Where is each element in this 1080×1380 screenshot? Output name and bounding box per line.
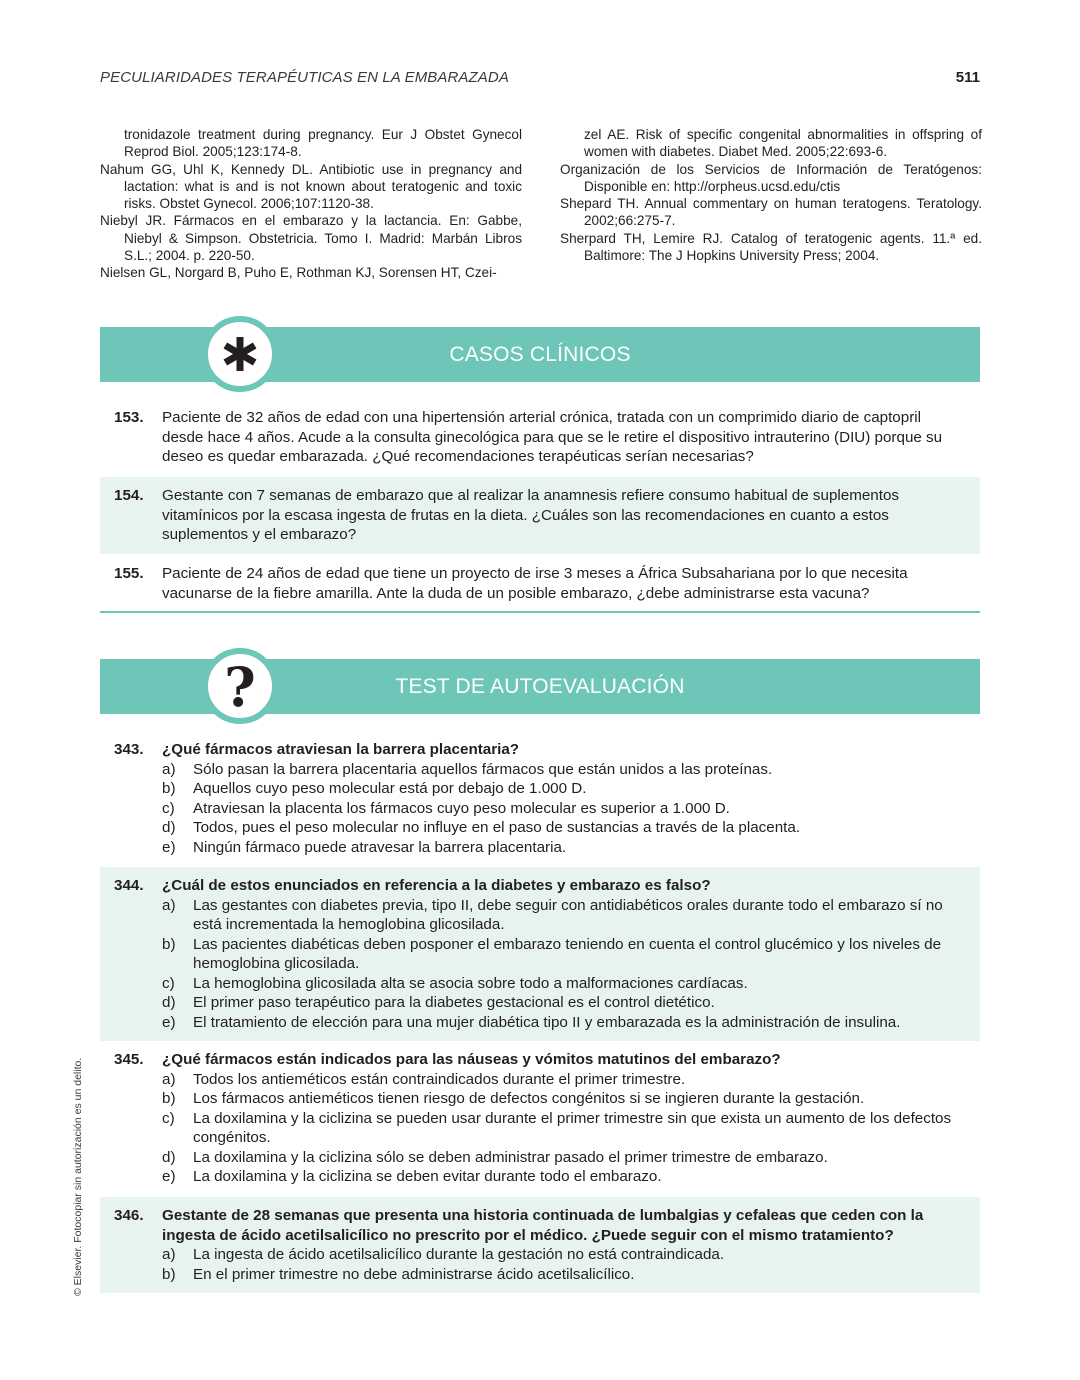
answer-option [162, 818, 966, 838]
case-number: 155. [114, 565, 144, 582]
answer-option [162, 1013, 966, 1033]
case-text: Paciente de 24 años de edad que tiene un proyecto de irse 3 meses a África Subsahariana por lo que necesita vacunarse de la fiebre amarilla. Ante la duda de un posible embarazo, ¿debe administrarse esta vacuna? [162, 565, 908, 602]
references-left-column [100, 126, 522, 282]
answer-option [162, 1109, 966, 1148]
references-right-column [560, 126, 982, 264]
section-divider [100, 611, 980, 613]
option-text: La hemoglobina glicosilada alta se asocia sobre todo a malformaciones cardíacas. [193, 974, 748, 992]
option-text: La doxilamina y la ciclizina sólo se deben administrar pasado el primer trimestre de embarazo. [193, 1148, 828, 1166]
answer-option [162, 1265, 966, 1285]
reference-item: Nielsen GL, Norgard B, Puho E, Rothman KJ, Sorensen HT, Czei- [100, 265, 497, 281]
question-text: ¿Qué fármacos están indicados para las náuseas y vómitos matutinos del embarazo? [162, 1051, 781, 1068]
option-letter: b) [162, 935, 176, 953]
question-number: 346. [114, 1207, 144, 1224]
case-text: Paciente de 32 años de edad con una hipertensión arterial crónica, tratada con un comprimido diario de captopril desde hace 4 años. Acude a la consulta ginecológica para que se le retire el dispositivo intrauterino (DIU) porque su deseo es quedar embarazada. ¿Qué recomendaciones terapéuticas serían necesarias? [162, 409, 943, 465]
option-letter: a) [162, 1070, 176, 1088]
option-letter: c) [162, 799, 175, 817]
option-text: El tratamiento de elección para una mujer diabética tipo II y embarazada es la administración de insulina. [193, 1013, 901, 1031]
answer-option [162, 1070, 966, 1090]
option-text: Las gestantes con diabetes previa, tipo II, debe seguir con antidiabéticos orales durante todo el embarazo sí no está incrementada la hemoglobina glicosilada. [193, 896, 943, 933]
option-letter: b) [162, 780, 176, 797]
reference-item: zel AE. Risk of specific congenital abnormalities in offspring of women with diabetes. Diabet Med. 2005;22:693-6. [584, 127, 982, 160]
reference-item: Nahum GG, Uhl K, Kennedy DL. Antibiotic use in pregnancy and lactation: what is and is not known about teratogenic and toxic risks. Obstet Gynecol. 2006;107:1120-38. [100, 161, 522, 212]
case-155 [100, 564, 980, 603]
reference-item: Organización de los Servicios de Información de Teratógenos: Disponible en: http://orpheus.ucsd.edu/ctis [560, 161, 982, 194]
question-text: ¿Qué fármacos atraviesan la barrera placentaria? [162, 741, 520, 758]
option-text: Sólo pasan la barrera placentaria aquellos fármacos que están unidos a las proteínas. [193, 760, 773, 778]
casos-clinicos-title: CASOS CLÍNICOS [449, 343, 631, 366]
answer-option [162, 1167, 966, 1187]
answer-option [162, 799, 966, 819]
option-letter: c) [162, 1109, 175, 1127]
question-number: 343. [114, 741, 144, 758]
answer-option [162, 838, 966, 858]
option-text: La doxilamina y la ciclizina se pueden usar durante el primer trimestre sin que exista un aumento de los defectos congénitos. [193, 1109, 952, 1146]
option-text: Atraviesan la placenta los fármacos cuyo peso molecular es superior a 1.000 D. [193, 799, 730, 817]
option-letter: e) [162, 1013, 176, 1031]
option-letter: a) [162, 760, 176, 778]
answer-option [162, 993, 966, 1013]
asterisk-icon [202, 316, 278, 392]
answer-option [162, 1245, 966, 1265]
question-343 [100, 740, 980, 857]
option-letter: d) [162, 1148, 176, 1166]
option-text: El primer paso terapéutico para la diabetes gestacional es el control dietético. [193, 994, 715, 1011]
option-letter: d) [162, 819, 176, 836]
option-text: Las pacientes diabéticas deben posponer el embarazo teniendo en cuenta el control glucémico y los niveles de hemoglobina glicosilada. [193, 935, 942, 972]
option-text: Los fármacos antieméticos tienen riesgo de defectos congénitos si se ingieren durante la gestación. [193, 1090, 865, 1107]
answer-option [162, 1148, 966, 1168]
option-text: Aquellos cuyo peso molecular está por debajo de 1.000 D. [193, 780, 587, 797]
question-346 [100, 1197, 980, 1293]
case-153 [100, 408, 980, 467]
option-letter: a) [162, 1246, 176, 1263]
option-text: La ingesta de ácido acetilsalicílico durante la gestación no está contraindicada. [193, 1246, 725, 1263]
option-letter: d) [162, 994, 176, 1011]
reference-item: Sherpard TH, Lemire RJ. Catalog of teratogenic agents. 11.ª ed. Baltimore: The J Hopkins University Press; 2004. [560, 230, 982, 264]
reference-item: Niebyl JR. Fármacos en el embarazo y la lactancia. En: Gabbe, Niebyl & Simpson. Obstetricia. Tomo I. Madrid: Marbán Libros S.L.; 2004. p. 220-50. [100, 213, 522, 264]
copyright-side-note: © Elsevier. Fotocopiar sin autorización es un delito. [72, 1057, 84, 1296]
question-text: ¿Cuál de estos enunciados en referencia a la diabetes y embarazo es falso? [162, 877, 711, 894]
option-text: En el primer trimestre no debe administrarse ácido acetilsalicílico. [193, 1265, 635, 1283]
option-text: Ningún fármaco puede atravesar la barrera placentaria. [193, 838, 567, 856]
option-letter: a) [162, 896, 176, 914]
answer-option [162, 935, 966, 974]
answer-option [162, 896, 966, 935]
reference-item: Shepard TH. Annual commentary on human teratogens. Teratology. 2002;66:275-7. [560, 196, 982, 229]
test-autoevaluacion-title: TEST DE AUTOEVALUACIÓN [395, 675, 685, 698]
question-text: Gestante de 28 semanas que presenta una historia continuada de lumbalgias y cefaleas que ceden con la ingesta de ácido acetilsalicílico no prescrito por el médico. ¿Puede seguir con el mismo tratamiento? [162, 1207, 924, 1244]
answer-option [162, 974, 966, 994]
question-mark-glyph: ? [224, 655, 256, 719]
option-text: Todos los antieméticos están contraindicados durante el primer trimestre. [193, 1070, 686, 1088]
option-letter: b) [162, 1090, 176, 1107]
answer-option [162, 779, 966, 799]
question-345 [100, 1050, 980, 1187]
option-letter: e) [162, 1168, 176, 1185]
question-number: 345. [114, 1051, 144, 1068]
question-344 [100, 867, 980, 1041]
case-number: 153. [114, 409, 144, 426]
question-number: 344. [114, 877, 144, 894]
answer-option [162, 760, 966, 780]
option-text: La doxilamina y la ciclizina se deben evitar durante todo el embarazo. [193, 1168, 662, 1185]
answer-option [162, 1089, 966, 1109]
option-letter: e) [162, 838, 176, 856]
reference-item: tronidazole treatment during pregnancy. Eur J Obstet Gynecol Reprod Biol. 2005;123:174-8. [124, 127, 522, 160]
question-mark-icon [202, 648, 278, 724]
case-text: Gestante con 7 semanas de embarazo que al realizar la anamnesis refiere consumo habitual de suplementos vitamínicos por la escasa ingesta de frutas en la dieta. ¿Cuáles son las recomendaciones en cuanto a estos suplementos y el embarazo? [162, 487, 900, 543]
option-letter: b) [162, 1265, 176, 1283]
running-header-title: PECULIARIDADES TERAPÉUTICAS EN LA EMBARAZADA [100, 69, 509, 86]
case-number: 154. [114, 487, 144, 504]
page-number: 511 [955, 69, 980, 86]
option-letter: c) [162, 974, 175, 992]
case-154 [100, 477, 980, 554]
option-text: Todos, pues el peso molecular no influye en el paso de sustancias a través de la placenta. [193, 819, 801, 836]
